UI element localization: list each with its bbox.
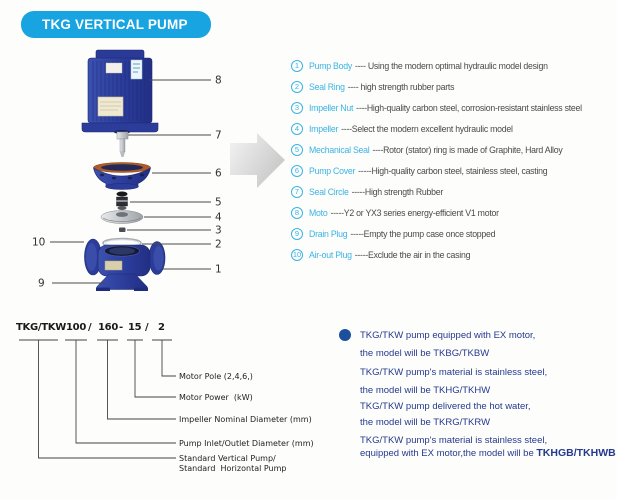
list-item [291,55,617,76]
item-number-badge: 7 [291,186,303,198]
part-name: Impeller Nut [309,102,354,113]
note-line: TKG/TKW pump's material is stainless steel, [360,367,548,378]
label-motor-power: Motor Power (kW) [179,393,253,402]
callout-5: 5 [215,196,222,209]
callout-2: 2 [215,238,222,251]
note-line: TKG/TKW pump equipped with EX motor, [360,330,536,341]
list-item [291,160,617,181]
model-dash: - [119,322,123,333]
part-name: Impeller [309,123,339,134]
impeller-part [101,211,143,224]
model-slash1: / [88,322,92,333]
callout-1: 1 [215,263,222,276]
model-series: TKG/TKW [16,322,66,333]
list-item [291,97,617,118]
part-description: ----High-quality carbon steel, corrosion-resistant stainless steel [356,102,582,113]
part-name: Mechanical Seal [309,144,370,155]
list-item [291,139,617,160]
callout-7: 7 [215,129,222,142]
note-line: the model will be TKRG/TKRW [360,417,491,428]
motor-side-sticker [131,60,142,79]
model-variant-notes [360,330,616,460]
item-number-badge: 8 [291,207,303,219]
part-name: Pump Body [309,60,352,71]
item-number-badge: 6 [291,165,303,177]
note-line: TKG/TKW pump's material is stainless steel, [360,435,548,446]
label-standard-line1: Standard Vertical Pump/ [179,454,276,463]
part-name: Seal Ring [309,81,345,92]
part-description: -----Empty the pump case once stopped [350,228,496,239]
motor-top-sticker [106,63,122,73]
list-item [291,202,617,223]
parts-list [291,55,617,265]
model-slash2: / [145,322,149,333]
right-arrow-icon [228,130,290,192]
note-line: the model will be TKHG/TKHW [360,385,491,396]
item-number-badge: 3 [291,102,303,114]
label-inlet-outlet: Pump Inlet/Outlet Diameter (mm) [179,439,314,448]
list-item [291,223,617,244]
part-description: -----High-quality carbon steel, stainless steel, casting [358,165,548,176]
item-number-badge: 1 [291,60,303,72]
part-description: ---- Using the modern optimal hydraulic model design [354,60,548,71]
callout-3: 3 [215,224,222,237]
callout-6: 6 [215,167,222,180]
item-number-badge: 5 [291,144,303,156]
list-item [291,244,617,265]
title-banner [21,11,211,38]
pump-cover-part [94,163,151,190]
part-name: Seal Circle [309,186,349,197]
part-description: ----Rotor (stator) ring is made of Graphite, Hard Alloy [372,144,563,155]
part-description: -----Exclude the air in the casing [354,249,471,260]
mechanical-seal-part [117,192,128,211]
model-power: 15 [128,322,142,333]
shaft-part [117,132,128,157]
callout-4: 4 [215,211,222,224]
note-line: TKG/TKW pump delivered the hot water, [360,401,531,412]
label-motor-pole: Motor Pole (2,4,6,) [179,372,253,381]
note-line-text: equipped with EX motor,the model will be [360,448,537,459]
label-standard-line2: Standard Horizontal Pump [179,464,287,473]
label-impeller-diameter: Impeller Nominal Diameter (mm) [179,415,312,424]
part-name: Air-out Plug [309,249,352,260]
body-label-plate [105,261,122,270]
list-item [291,181,617,202]
item-number-badge: 10 [292,250,302,259]
item-number-badge: 2 [291,81,303,93]
motor-nameplate [98,97,123,116]
note-bold-model: TKHGB/TKHWB [536,447,616,459]
model-pole: 2 [158,322,165,333]
motor-part [82,50,158,134]
model-connector-lines [39,340,177,458]
part-name: Drain Plug [309,228,348,239]
part-description: ----Select the modern excellent hydraulic model [341,123,513,134]
bullet-icon [339,329,351,341]
callout-9: 9 [38,277,45,290]
callout-10: 10 [32,236,46,249]
list-item [291,76,617,97]
part-name: Moto [309,207,328,218]
note-line: the model will be TKBG/TKBW [360,348,490,359]
item-number-badge: 9 [291,228,303,240]
model-code-breakdown [0,300,330,500]
model-inlet: 100 [66,322,86,333]
list-item [291,118,617,139]
part-description: -----High strength Rubber [351,186,444,197]
part-description: -----Y2 or YX3 series energy-efficient V1 motor [330,207,499,218]
pump-exploded-diagram [30,45,230,305]
item-number-badge: 4 [291,123,303,135]
model-impeller: 160 [98,322,118,333]
impeller-nut-part [119,228,126,233]
note-line [360,447,616,460]
part-description: ---- high strength rubber parts [347,81,455,92]
callout-8: 8 [215,74,222,87]
page-title: TKG VERTICAL PUMP [42,17,188,32]
part-name: Pump Cover [309,165,356,176]
